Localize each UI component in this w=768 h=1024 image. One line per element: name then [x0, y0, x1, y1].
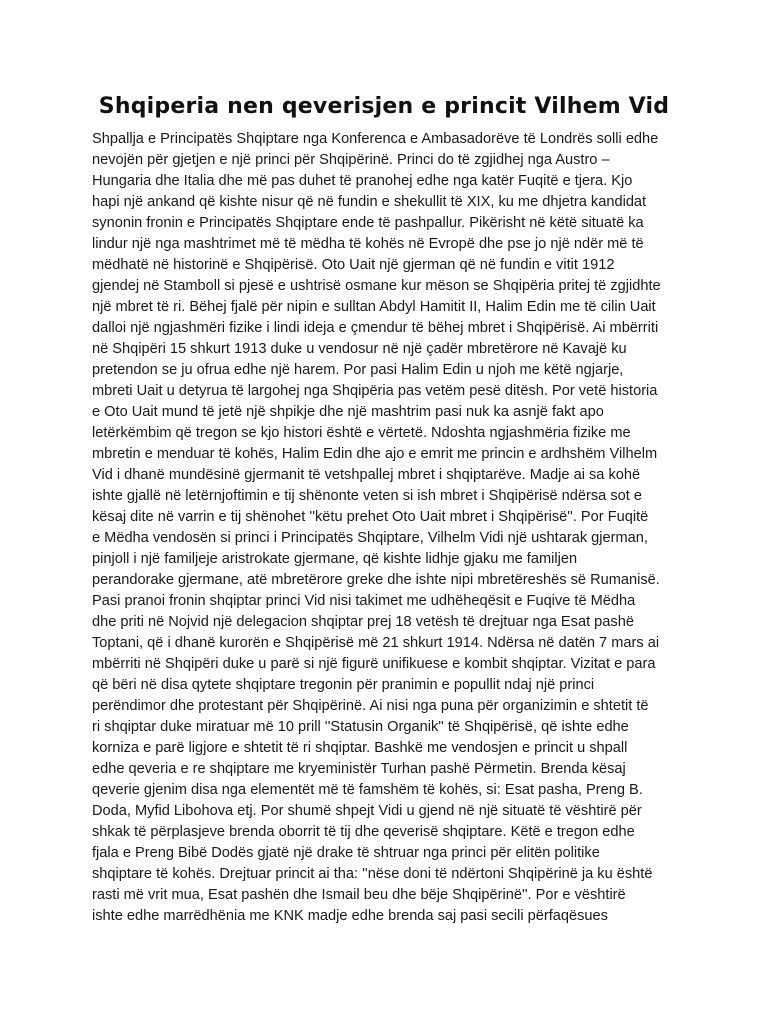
- text-line: mëdhatë në historinë e Shqipërisë. Oto Uait një gjerman që në fundin e vitit 1912: [92, 257, 615, 273]
- text-line: letërkëmbim që tregon se kjo histori është e vërtetë. Ndoshta ngjashmëria fizike me: [92, 425, 631, 441]
- text-line: synonin fronin e Principatës Shqiptare ende të pashpallur. Pikërisht në këtë situatë ka: [92, 215, 644, 231]
- text-line: shkak të përplasjeve brenda oborrit të tij dhe qeverisë shqiptare. Këtë e tregon edhe: [92, 824, 635, 840]
- text-line: hapi një ankand që kishte nisur që në fundin e shekullit të XIX, ku me dhjetra kandidat: [92, 194, 647, 210]
- text-line: që bëri në disa qytete shqiptare tregonin për pranimin e popullit ndaj një princi: [92, 677, 595, 693]
- body-paragraph: [92, 129, 692, 927]
- text-line: fjala e Preng Bibë Dodës gjatë një drake të shtruar nga princi për elitën politike: [92, 845, 600, 861]
- text-line: Shpallja e Principatës Shqiptare nga Konferenca e Ambasadorëve të Londrës solli edhe: [92, 131, 659, 147]
- text-line: shqiptare të kohës. Drejtuar princit ai tha: ''nëse doni të ndërtoni Shqipërinë ja ku është: [92, 866, 653, 882]
- text-line: mbreti Uait u detyrua të largohej nga Shqipëria pas vetëm pesë ditësh. Por vetë historia: [92, 383, 658, 399]
- text-line: Vid i dhanë mundësinë gjermanit të vetshpallej mbret i shqiptarëve. Madje ai sa kohë: [92, 467, 641, 483]
- text-line: një mbret të ri. Bëhej fjalë për nipin e sulltan Abdyl Hamitit II, Halim Edin me të cilin Uait: [92, 299, 656, 315]
- page-title: Shqiperia nen qeverisjen e princit Vilhem Vid: [98, 94, 670, 119]
- text-line: mbërriti në Shqipëri duke u parë si një figurë unifikuese e kombit shqiptar. Vizitat e para: [92, 656, 656, 672]
- text-line: gjendej në Stamboll si pjesë e ushtrisë osmane kur mëson se Shqipëria pritej të zgjidhte: [92, 278, 661, 294]
- text-line: edhe qeveria e re shqiptare me kryeministër Turhan pashë Përmetin. Brenda kësaj: [92, 761, 626, 777]
- text-line: perëndimor dhe protestant për Shqipërinë. Ai nisi nga puna për organizimin e shtetit të: [92, 698, 649, 714]
- text-line: perandorake gjermane, atë mbretërore greke dhe ishte nipi mbretëreshës së Rumanisë.: [92, 572, 660, 588]
- text-line: ishte gjallë në letërnjoftimin e tij shënonte veten si ish mbret i Shqipërisë ndërsa sot e: [92, 488, 642, 504]
- text-line: kësaj dite në varrin e tij shënohet ''këtu prehet Oto Uait mbret i Shqipërisë''. Por Fuqitë: [92, 509, 649, 525]
- text-line: Doda, Myfid Libohova etj. Por shumë shpejt Vidi u gjend në një situatë të vështirë për: [92, 803, 642, 819]
- text-line: pinjoll i një familjeje aristrokate gjermane, që kishte lidhje gjaku me familjen: [92, 551, 578, 567]
- text-line: mbretin e menduar të kohës, Halim Edin dhe ajo e emrit me princin e ardhshëm Vilhelm: [92, 446, 658, 462]
- text-line: dalloi një ngjashmëri fizike i lindi ideja e çmendur të bëhej mbret i Shqipërisë. Ai mbërriti: [92, 320, 659, 336]
- text-line: ishte edhe marrëdhënia me KNK madje edhe brenda saj pasi secili përfaqësues: [92, 908, 608, 924]
- text-line: nevojën për gjetjen e një princi për Shqipërinë. Princi do të zgjidhej nga Austro –: [92, 152, 610, 168]
- text-line: e Oto Uait mund të jetë një shpikje dhe një mashtrim pasi nuk ka asnjë fakt apo: [92, 404, 604, 420]
- text-line: rasti më vrit mua, Esat pashën dhe Ismail beu dhe bëje Shqipërinë''. Por e vështirë: [92, 887, 626, 903]
- text-line: Hungaria dhe Italia dhe më pas duhet të pranohej edhe nga katër Fuqitë e tjera. Kjo: [92, 173, 633, 189]
- text-line: dhe priti në Nojvid një delegacion shqiptar prej 18 vetësh të drejtuar nga Esat pashë: [92, 614, 634, 630]
- text-line: Toptani, që i dhanë kurorën e Shqipërisë më 21 shkurt 1914. Ndërsa në datën 7 mars ai: [92, 635, 660, 651]
- text-line: ri shqiptar duke miratuar më 10 prill ''Statusin Organik'' të Shqipërisë, që ishte edhe: [92, 719, 629, 735]
- text-line: në Shqipëri 15 shkurt 1913 duke u vendosur në një çadër mbretërore në Kavajë ku: [92, 341, 627, 357]
- text-line: Pasi pranoi fronin shqiptar princi Vid nisi takimet me udhëheqësit e Fuqive të Mëdha: [92, 593, 636, 609]
- text-line: lindur një nga mashtrimet më të mëdha të kohës në Evropë dhe pse jo një ndër më të: [92, 236, 644, 252]
- text-line: korniza e parë ligjore e shtetit të ri shqiptar. Bashkë me vendosjen e princit u shpall: [92, 740, 628, 756]
- text-line: pretendon se ju ofrua edhe një harem. Por pasi Halim Edin u njoh me këtë ngjarje,: [92, 362, 624, 378]
- text-line: qeverie gjenim disa nga elementët më të famshëm të kohës, si: Esat pasha, Preng B.: [92, 782, 643, 798]
- text-line: e Mëdha vendosën si princi i Principatës Shqiptare, Vilhelm Vidi një ushtarak gjerman,: [92, 530, 648, 546]
